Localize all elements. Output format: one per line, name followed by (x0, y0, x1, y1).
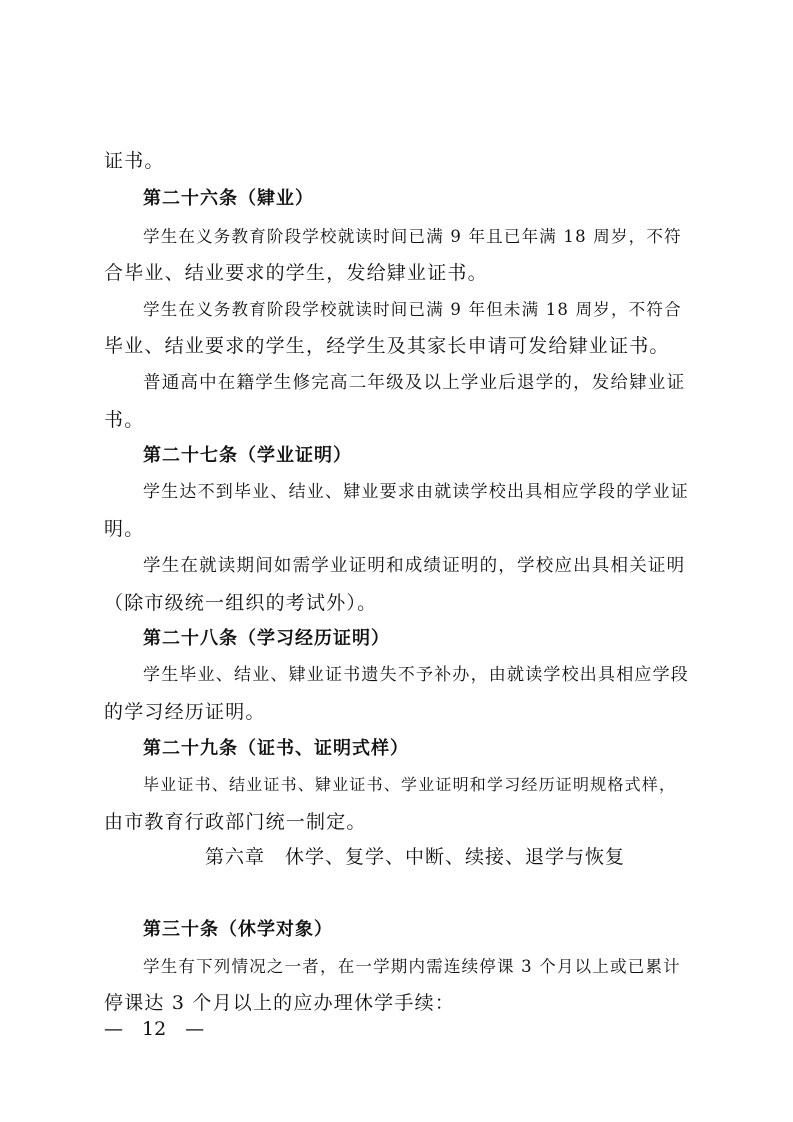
article-heading-30: 第三十条（休学对象） (143, 919, 333, 940)
paragraph-line: 学生在义务教育阶段学校就读时间已满 9 年且已年满 18 周岁，不符 (143, 227, 682, 246)
article-heading-27: 第二十七条（学业证明） (143, 445, 352, 466)
page-number: — 12 — (104, 1018, 205, 1040)
paragraph-line: 学生毕业、结业、肄业证书遗失不予补办，由就读学校出具相应学段 (143, 665, 689, 685)
chapter-title: 第六章 休学、复学、中断、续接、退学与恢复 (205, 846, 626, 868)
paragraph-line: 学生有下列情况之一者，在一学期内需连续停课 3 个月以上或已累计 (143, 957, 681, 976)
paragraph-line: 毕业证书、结业证书、肄业证书、学业证明和学习经历证明规格式样， (143, 775, 677, 794)
article-heading-29: 第二十九条（证书、证明式样） (143, 738, 409, 759)
paragraph-line: 由市教育行政部门统一制定。 (104, 811, 367, 833)
article-heading-26: 第二十六条（肄业） (143, 188, 314, 209)
paragraph-line: 证书。 (104, 150, 165, 172)
paragraph-line: 学生在就读期间如需学业证明和成绩证明的，学校应出具相关证明 (143, 556, 686, 576)
paragraph-line: 停课达 3 个月以上的应办理休学手续： (104, 992, 455, 1014)
paragraph-line: 毕业、结业要求的学生，经学生及其家长申请可发给肄业证书。 (104, 335, 670, 357)
paragraph-line: 学生在义务教育阶段学校就读时间已满 9 年但未满 18 周岁，不符合 (143, 300, 682, 319)
paragraph-line: 书。 (104, 409, 145, 431)
paragraph-line: 明。 (104, 518, 145, 540)
paragraph-line: （除市级统一组织的考试外）。 (104, 592, 378, 614)
paragraph-line: 普通高中在籍学生修完高二年级及以上学业后退学的，发给肄业证 (143, 373, 686, 393)
article-heading-28: 第二十八条（学习经历证明） (143, 628, 390, 649)
paragraph-line: 的学习经历证明。 (104, 701, 266, 723)
paragraph-line: 合毕业、结业要求的学生，发给肄业证书。 (104, 262, 488, 284)
paragraph-line: 学生达不到毕业、结业、肄业要求由就读学校出具相应学段的学业证 (143, 482, 689, 502)
